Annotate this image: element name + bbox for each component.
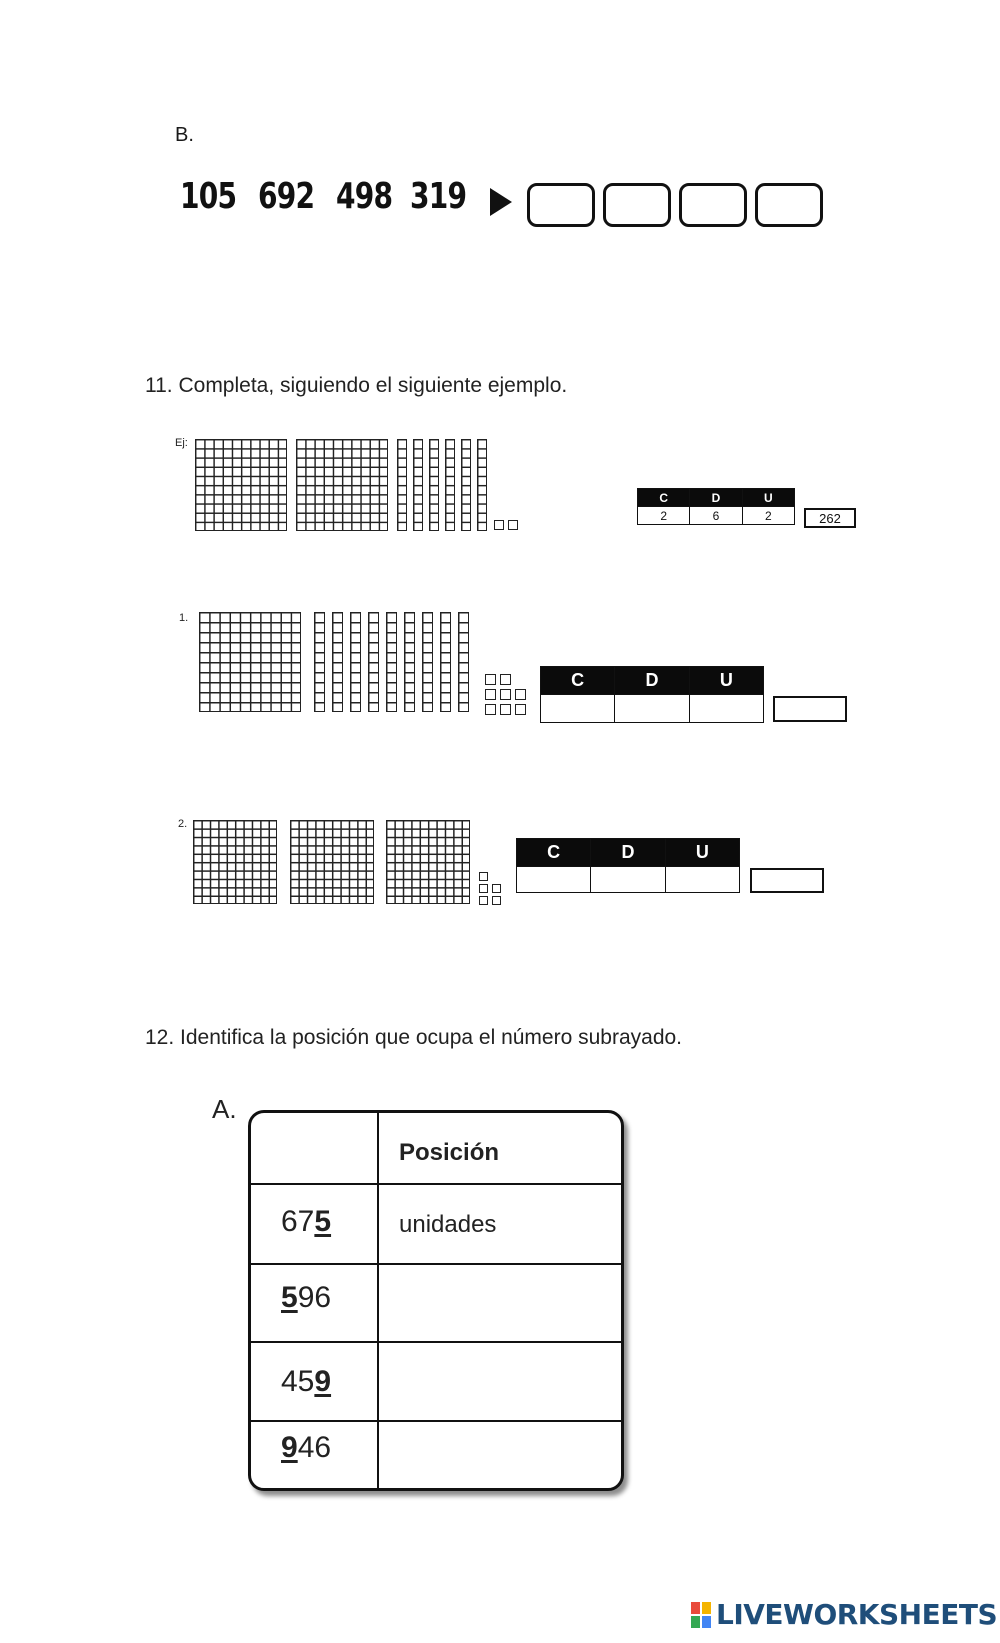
header-c: C — [541, 667, 615, 695]
position-answer-3[interactable] — [399, 1368, 599, 1408]
input-u[interactable] — [665, 867, 739, 893]
unit-cube — [500, 689, 511, 700]
unit-cube — [492, 896, 501, 905]
sequence-number-2: 692 — [258, 176, 315, 217]
number-675: 675 — [281, 1205, 332, 1238]
hundred-block — [290, 820, 374, 904]
input-c[interactable] — [517, 867, 591, 893]
exercise-2-result-box[interactable] — [750, 868, 824, 893]
unit-cube — [479, 896, 488, 905]
example-label: Ej: — [175, 437, 188, 449]
ten-rod — [368, 612, 379, 712]
header-c: C — [638, 489, 690, 507]
unit-cube — [494, 520, 504, 530]
unit-cube — [485, 689, 496, 700]
ten-rod — [332, 612, 343, 712]
exercise-1-label: 1. — [179, 612, 189, 624]
unit-cube — [508, 520, 518, 530]
ten-rod — [422, 612, 433, 712]
ten-rod — [429, 439, 439, 531]
header-d: D — [591, 839, 665, 867]
unit-cube — [485, 674, 496, 685]
sequence-number-1: 105 — [180, 176, 237, 217]
exercise-2-cdu-table — [516, 838, 740, 893]
header-d: D — [615, 667, 689, 695]
answer-box-2[interactable] — [603, 183, 671, 227]
header-u: U — [689, 667, 763, 695]
hundred-block — [195, 439, 287, 531]
hundred-block — [296, 439, 388, 531]
hundred-block — [193, 820, 277, 904]
unit-cube — [515, 689, 526, 700]
exercise-2-label: 2. — [178, 818, 188, 830]
header-u: U — [665, 839, 739, 867]
ten-rod — [314, 612, 325, 712]
position-answer-1[interactable]: unidades — [399, 1211, 497, 1238]
ten-rod — [458, 612, 469, 712]
row-divider — [251, 1263, 621, 1265]
number-946: 946 — [281, 1431, 332, 1464]
exercise-1-cdu-table — [540, 666, 764, 723]
cell-d: 6 — [690, 507, 742, 525]
number-459: 459 — [281, 1365, 332, 1398]
position-answer-4[interactable] — [399, 1435, 599, 1475]
sequence-number-3: 498 — [336, 176, 393, 217]
ten-rod — [397, 439, 407, 531]
position-answer-2[interactable] — [399, 1288, 599, 1328]
q12-title: 12. Identifica la posición que ocupa el número subrayado. — [145, 1026, 683, 1049]
ten-rod — [350, 612, 361, 712]
input-u[interactable] — [689, 695, 763, 723]
unit-cube — [479, 884, 488, 893]
q11-title: 11. Completa, siguiendo el siguiente ejemplo. — [145, 374, 568, 397]
unit-cube — [515, 704, 526, 715]
ten-rod — [404, 612, 415, 712]
ten-rod — [477, 439, 487, 531]
row-divider — [251, 1420, 621, 1422]
arrow-right-icon — [490, 188, 512, 216]
position-header: Posición — [399, 1139, 500, 1166]
input-d[interactable] — [591, 867, 665, 893]
table-a-label: A. — [212, 1094, 237, 1124]
ten-rod — [440, 612, 451, 712]
number-596: 596 — [281, 1281, 332, 1314]
input-c[interactable] — [541, 695, 615, 723]
sequence-number-4: 319 — [410, 176, 467, 217]
header-c: C — [517, 839, 591, 867]
unit-cube — [492, 884, 501, 893]
answer-box-3[interactable] — [679, 183, 747, 227]
example-result-box: 262 — [804, 508, 856, 528]
cell-c: 2 — [638, 507, 690, 525]
hundred-block — [386, 820, 470, 904]
hundred-block — [199, 612, 301, 712]
section-b-label: B. — [175, 124, 194, 146]
unit-cube — [500, 674, 511, 685]
ten-rod — [461, 439, 471, 531]
row-divider — [251, 1183, 621, 1185]
liveworksheets-logo: LIVEWORKSHEETS — [716, 1598, 998, 1631]
unit-cube — [500, 704, 511, 715]
row-divider — [251, 1341, 621, 1343]
ten-rod — [386, 612, 397, 712]
header-u: U — [742, 489, 794, 507]
position-table — [248, 1110, 624, 1491]
answer-box-4[interactable] — [755, 183, 823, 227]
cell-u: 2 — [742, 507, 794, 525]
liveworksheets-logo-icon — [690, 1600, 712, 1630]
unit-cube — [485, 704, 496, 715]
ten-rod — [413, 439, 423, 531]
input-d[interactable] — [615, 695, 689, 723]
column-divider — [377, 1113, 379, 1488]
example-cdu-table — [637, 488, 795, 525]
ten-rod — [445, 439, 455, 531]
answer-box-1[interactable] — [527, 183, 595, 227]
exercise-1-result-box[interactable] — [773, 696, 847, 722]
header-d: D — [690, 489, 742, 507]
unit-cube — [479, 872, 488, 881]
